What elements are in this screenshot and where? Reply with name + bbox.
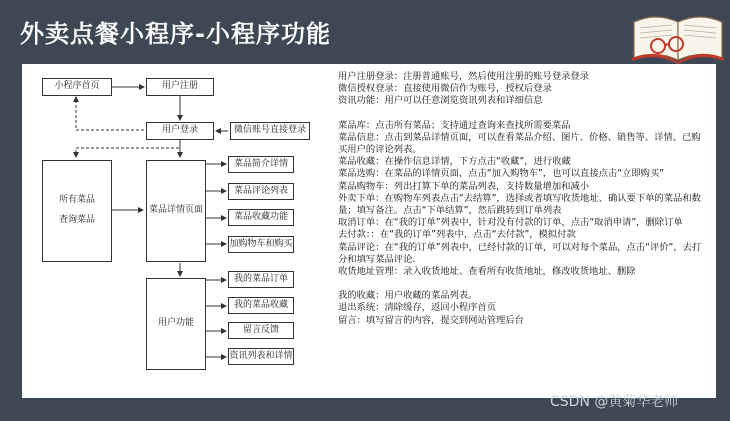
node-feedback: 留言反馈 bbox=[228, 322, 294, 339]
desc-line: 菜品评论：在“我的订单”列表中，已经付款的订单，可以对每个菜品，点击“评价”，去打分和填写菜品评论. bbox=[338, 241, 702, 265]
desc-line: 菜品信息：点击到菜品详情页面，可以查看菜品介绍、图片、价格、销售等、详情、已购买用户的评论列表。 bbox=[338, 131, 701, 156]
node-wechat-login: 微信账号直接登录 bbox=[230, 122, 310, 140]
desc-line: 去付款：：在“我的订单”列表中，点击“去付款”，模拟付款 bbox=[338, 229, 576, 241]
node-news: 资讯列表和详情 bbox=[228, 348, 294, 365]
node-user-functions: 用户功能 bbox=[146, 278, 206, 370]
desc-line: 菜品收藏：在操作信息详情，下方点击“收藏”，进行收藏 bbox=[338, 156, 571, 168]
node-dish-library bbox=[42, 160, 112, 262]
desc-line: 微信授权登录：直接使用微信作为账号，授权后登录 bbox=[338, 83, 552, 95]
desc-line: 菜品购物车：列出打算下单的菜品列表，支持数量增加和减小 bbox=[338, 180, 590, 192]
node-home: 小程序首页 bbox=[42, 78, 112, 96]
node-dish-intro: 菜品简介详情 bbox=[228, 156, 294, 173]
page-title: 外卖点餐小程序-小程序功能 bbox=[20, 20, 331, 48]
feature-description bbox=[338, 71, 704, 327]
desc-line: 我的收藏：用户收藏的菜品列表。 bbox=[338, 290, 478, 302]
node-my-favorites: 我的菜品收藏 bbox=[228, 297, 294, 314]
desc-line: 取消订单：在“我的订单”列表中，针对没有付款的订单，点击“取消申请”，删除订单 bbox=[338, 217, 683, 229]
desc-line: 用户注册登录：注册普通账号，然后使用注册的账号登录登录 bbox=[338, 71, 590, 82]
node-login: 用户登录 bbox=[146, 122, 214, 140]
desc-line: 菜品选购：在菜品的详情页面，点击“加入购物车”，也可以直接点击“立即购买” bbox=[338, 168, 665, 180]
desc-line: 菜品库：点击所有菜品；支持通过查询来查找所需要菜品 bbox=[338, 119, 571, 131]
open-book-with-glasses-icon bbox=[628, 8, 728, 64]
desc-spacer bbox=[338, 108, 704, 120]
node-dish-reviews: 菜品评论列表 bbox=[228, 183, 294, 200]
node-my-orders: 我的菜品订单 bbox=[228, 271, 294, 288]
node-dish-favorite: 菜品收藏功能 bbox=[228, 209, 294, 226]
desc-line: 资讯功能：用户可以任意浏览资讯列表和详细信息 bbox=[338, 95, 543, 107]
desc-line: 外卖下单：在购物车列表点击“去结算”，选择或者填写收货地址、确认要下单的菜品和数量；填写备注。点击“下单结算”，然后跳转到订单列表 bbox=[338, 192, 701, 217]
node-search-dishes-label: 查询菜品 bbox=[58, 215, 95, 225]
node-add-cart-buy: 加购物车和购买 bbox=[228, 236, 294, 253]
desc-line: 退出系统：清除缓存，返回小程序首页 bbox=[338, 302, 497, 314]
node-register: 用户注册 bbox=[146, 78, 214, 96]
watermark: CSDN @黄菊华老师 bbox=[550, 394, 679, 410]
node-all-dishes-label: 所有菜品 bbox=[58, 195, 95, 206]
content-panel bbox=[22, 64, 716, 398]
desc-spacer bbox=[338, 278, 704, 290]
desc-line: 留言：填写留言的内容，提交到网站管理后台 bbox=[338, 314, 524, 326]
desc-line: 收货地址管理：录入收货地址、查看所有收货地址，修改收货地址、删除 bbox=[338, 266, 636, 278]
node-dish-detail-page: 菜品详情页面 bbox=[146, 160, 206, 262]
